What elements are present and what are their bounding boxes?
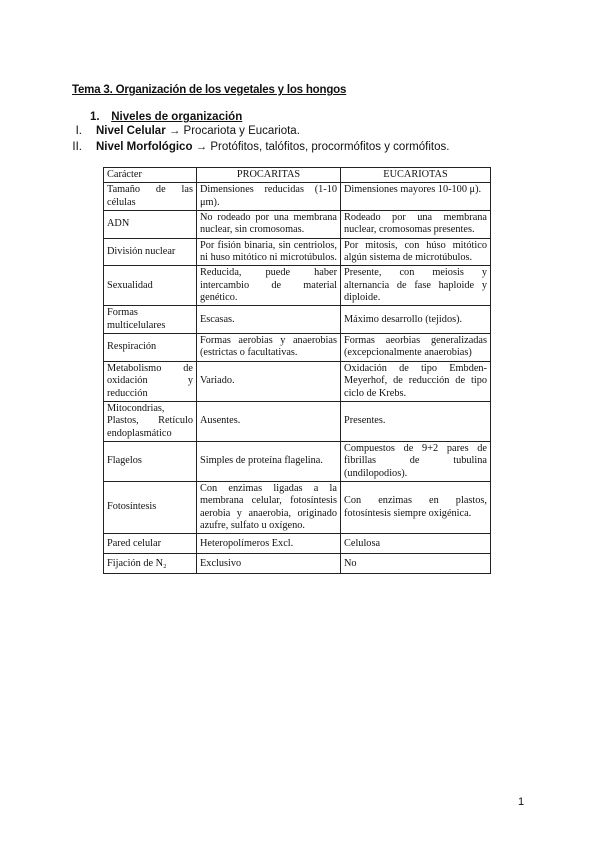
table-cell: ADN [104, 211, 197, 239]
table-cell: Fijación de N₂ [104, 554, 197, 574]
table-cell: Heteropolímeros Excl. [197, 534, 341, 554]
table-cell: Mitocondrias, Plastos, Retículo endoplasmático [104, 401, 197, 441]
table-header-cell: PROCARITAS [197, 168, 341, 183]
list-item [62, 125, 300, 137]
table-cell: Pared celular [104, 534, 197, 554]
table-cell: Máximo desarrollo (tejidos). [341, 306, 491, 334]
table-row [104, 211, 491, 239]
table-row [104, 306, 491, 334]
section-number: 1. [90, 111, 100, 123]
page-title: Tema 3. Organización de los vegetales y los hongos [72, 84, 347, 96]
table-cell: Compuestos de 9+2 pares de fibrillas de tubulina (undilopodios). [341, 441, 491, 481]
table-cell: Celulosa [341, 534, 491, 554]
list-item-text: → Protófitos, talófitos, procormófitos y cormófitos. [192, 141, 450, 153]
table-cell: No rodeado por una membrana nuclear, sin cromosomas. [197, 211, 341, 239]
table-cell: Con enzimas ligadas a la membrana celular, fotosíntesis aerobia y anaerobia, originado azufre, sulfato u oxígeno. [197, 481, 341, 533]
table-row [104, 441, 491, 481]
table-cell: Rodeado por una membrana nuclear, cromosomas presentes. [341, 211, 491, 239]
table-cell: Oxidación de tipo Embden-Meyerhof, de reducción de tipo ciclo de Krebs. [341, 361, 491, 401]
table-header-row [104, 168, 491, 183]
table-cell: Flagelos [104, 441, 197, 481]
table-row [104, 534, 491, 554]
table-cell: No [341, 554, 491, 574]
table-cell: Formas aerobias y anaerobias (estrictas o facultativas. [197, 334, 341, 362]
table-header-cell: EUCARIOTAS [341, 168, 491, 183]
table-row [104, 361, 491, 401]
table-cell: División nuclear [104, 238, 197, 266]
comparison-table [103, 167, 491, 574]
table-row [104, 238, 491, 266]
list-item-numeral: II. [72, 141, 82, 153]
table-cell: Formas multicelulares [104, 306, 197, 334]
table-cell: Dimensiones mayores 10-100 μ). [341, 183, 491, 211]
table-cell: Respiración [104, 334, 197, 362]
table-cell: Escasas. [197, 306, 341, 334]
table-cell: Presente, con meiosis y alternancia de fase haploide y diploide. [341, 266, 491, 306]
table-cell: Ausentes. [197, 401, 341, 441]
section-label: Niveles de organización [111, 111, 243, 123]
list-item-text: → Procariota y Eucariota. [165, 125, 300, 137]
table-cell: Variado. [197, 361, 341, 401]
table-cell: Reducida, puede haber intercambio de material genético. [197, 266, 341, 306]
table-cell: Tamaño de las células [104, 183, 197, 211]
table-cell: Por mitosis, con húso mitótico algún sistema de microtúbulos. [341, 238, 491, 266]
table-cell: Presentes. [341, 401, 491, 441]
table-cell: Fotosíntesis [104, 481, 197, 533]
table-row [104, 481, 491, 533]
table-cell: Sexualidad [104, 266, 197, 306]
table-cell: Simples de proteína flagelina. [197, 441, 341, 481]
table-row [104, 401, 491, 441]
table-cell: Metabolismo de oxidación y reducción [104, 361, 197, 401]
table-cell: Exclusivo [197, 554, 341, 574]
list-item-term: Nivel Celular [96, 125, 166, 137]
table-cell: Formas aeorbias generalizadas (excepcionalmente anaerobias) [341, 334, 491, 362]
table-row [104, 554, 491, 574]
list-item-term: Nivel Morfológico [96, 141, 193, 153]
table-header-cell: Carácter [104, 168, 197, 183]
table-row [104, 183, 491, 211]
table-cell: Con enzimas en plastos, fotosíntesis siempre oxigénica. [341, 481, 491, 533]
list-item [62, 141, 449, 153]
table-cell: Por fisión binaria, sin centriolos, ni huso mitótico ni microtúbulos. [197, 238, 341, 266]
section-heading [90, 111, 242, 123]
table-cell: Dimensiones reducidas (1-10 μm). [197, 183, 341, 211]
list-item-numeral: I. [75, 125, 82, 137]
page-number: 1 [518, 796, 525, 808]
table-row [104, 266, 491, 306]
table-row [104, 334, 491, 362]
